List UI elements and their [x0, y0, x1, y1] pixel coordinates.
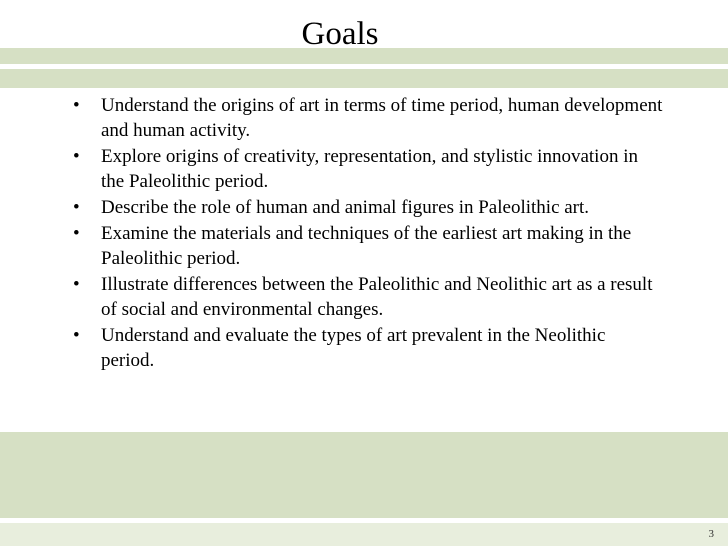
list-item [73, 323, 663, 373]
list-item [73, 144, 663, 194]
list-item-text: Describe the role of human and animal figures in Paleolithic art. [101, 197, 590, 218]
footer-light-band [0, 523, 728, 546]
slide-number: 3 [708, 528, 714, 540]
bullet-dot-icon: • [73, 325, 80, 346]
list-item [73, 93, 663, 143]
slide-title: Goals [301, 16, 379, 52]
bullet-dot-icon: • [73, 197, 80, 218]
goals-list [73, 93, 663, 374]
list-item-text: Understand and evaluate the types of art prevalent in the Neolithic period. [101, 325, 606, 371]
footer-accent-band [0, 432, 728, 518]
header-accent-band-lower [0, 69, 728, 88]
bullet-dot-icon: • [73, 95, 80, 116]
list-item-text: Understand the origins of art in terms of time period, human development and human activity. [101, 95, 663, 141]
list-item [73, 221, 663, 271]
list-item-text: Illustrate differences between the Paleolithic and Neolithic art as a result of social and environmental changes. [101, 274, 653, 320]
bullet-dot-icon: • [73, 274, 80, 295]
list-item-text: Explore origins of creativity, representation, and stylistic innovation in the Paleolithic period. [101, 146, 638, 192]
bullet-dot-icon: • [73, 146, 80, 167]
list-item [73, 195, 663, 220]
list-item-text: Examine the materials and techniques of the earliest art making in the Paleolithic period. [101, 223, 632, 269]
list-item [73, 272, 663, 322]
bullet-dot-icon: • [73, 223, 80, 244]
